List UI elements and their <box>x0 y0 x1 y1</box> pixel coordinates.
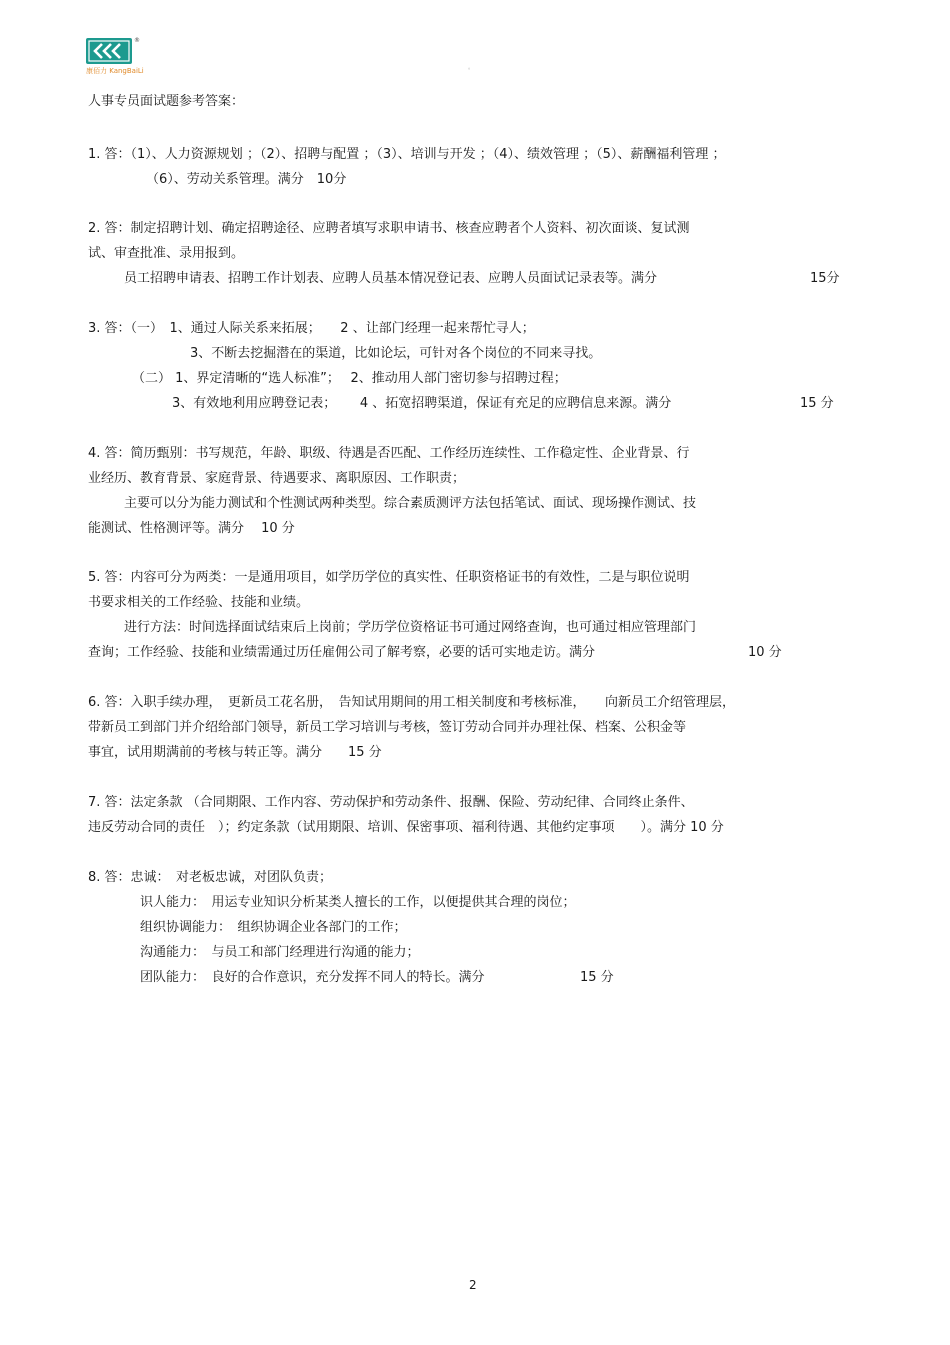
answer-6-line-3: 事宜，试用期满前的考核与转正等。满分 15 分 <box>88 745 382 760</box>
answer-1-line-1: 1. 答：（1）、人力资源规划 ；（2）、招聘与配置 ；（3）、培训与开发 ；（4）、绩效管理 ；（5）、薪酬福利管理 ； <box>88 147 726 162</box>
answer-5-line-4: 查询；工作经验、技能和业绩需通过历任雇佣公司了解考察，必要的话可实地走访。满分 <box>88 645 596 660</box>
header-mark: 。 <box>468 64 475 71</box>
answer-3-line-1: 3. 答：（一） 1、通过人际关系来拓展； 2 、让部门经理一起来帮忙寻人； <box>88 321 535 336</box>
answer-7-line-1: 7. 答：法定条款 （合同期限、工作内容、劳动保护和劳动条件、报酬、保险、劳动纪律、合同终止条件、 <box>88 795 694 810</box>
answer-3-line-4: 3、有效地利用应聘登记表； 4 、拓宽招聘渠道，保证有充足的应聘信息来源。满分 <box>172 396 672 411</box>
answer-2-score: 15分 <box>810 271 840 286</box>
answer-5-line-3: 进行方法：时间选择面试结束后上岗前；学历学位资格证书可通过网络查询，也可通过相应管理部门 <box>124 620 697 635</box>
answer-5-score: 10 分 <box>748 645 782 660</box>
answer-5-line-2: 书要求相关的工作经验、技能和业绩。 <box>88 595 310 610</box>
page-number: 2 <box>469 1278 477 1292</box>
answer-4-line-2: 业经历、教育背景、家庭背景、待遇要求、离职原因、工作职责； <box>88 471 466 486</box>
answer-1-line-2: （6）、劳动关系管理。满分 10分 <box>146 172 347 187</box>
logo-mark-icon <box>86 38 132 64</box>
answer-4-line-4: 能测试、性格测评等。满分 10 分 <box>88 521 295 536</box>
answer-5-line-1: 5. 答：内容可分为两类：一是通用项目，如学历学位的真实性、任职资格证书的有效性，二是与职位说明 <box>88 570 690 585</box>
registered-mark: ® <box>134 37 140 44</box>
document-title: 人事专员面试题参考答案： <box>88 94 245 109</box>
answer-2-line-2: 试、审查批准、录用报到。 <box>88 246 245 261</box>
answer-6-line-2: 带新员工到部门并介绍给部门领导，新员工学习培训与考核，签订劳动合同并办理社保、档案、公积金等 <box>88 720 687 735</box>
answer-3-line-3: （二） 1、界定清晰的“选人标准”； 2、推动用人部门密切参与招聘过程； <box>132 371 567 386</box>
company-logo <box>86 38 146 80</box>
answer-4-line-3: 主要可以分为能力测试和个性测试两种类型。综合素质测评方法包括笔试、面试、现场操作测试、技 <box>124 496 697 511</box>
answer-8-line-3: 组织协调能力： 组织协调企业各部门的工作； <box>140 920 407 935</box>
answer-8-line-4: 沟通能力： 与员工和部门经理进行沟通的能力； <box>140 945 420 960</box>
answer-8-score: 15 分 <box>580 970 614 985</box>
answer-2-line-1: 2. 答：制定招聘计划、确定招聘途径、应聘者填写求职申请书、核查应聘者个人资料、初次面谈、复试测 <box>88 221 690 236</box>
answer-6-line-1: 6. 答：入职手续办理， 更新员工花名册， 告知试用期间的用工相关制度和考核标准， 向新员工介绍管理层， <box>88 695 736 710</box>
answer-7-line-2: 违反劳动合同的责任 ）；约定条款（试用期限、培训、保密事项、福利待遇、其他约定事项 ）。满分 10 分 <box>88 820 724 835</box>
answer-8-line-5: 团队能力： 良好的合作意识，充分发挥不同人的特长。满分 <box>140 970 485 985</box>
answer-4-line-1: 4. 答：简历甄别：书写规范，年龄、职级、待遇是否匹配、工作经历连续性、工作稳定性、企业背景、行 <box>88 446 690 461</box>
answer-3-score: 15 分 <box>800 396 834 411</box>
answer-8-line-2: 识人能力： 用运专业知识分析某类人擅长的工作，以便提供其合理的岗位； <box>140 895 576 910</box>
logo-text: 康佰力 KangBaiLi <box>86 67 144 75</box>
answer-3-line-2: 3、不断去挖掘潜在的渠道，比如论坛，可针对各个岗位的不同来寻找。 <box>190 346 602 361</box>
answer-2-line-3: 员工招聘申请表、招聘工作计划表、应聘人员基本情况登记表、应聘人员面试记录表等。满分 <box>124 271 658 286</box>
answer-8-line-1: 8. 答：忠诚： 对老板忠诚，对团队负责； <box>88 870 333 885</box>
